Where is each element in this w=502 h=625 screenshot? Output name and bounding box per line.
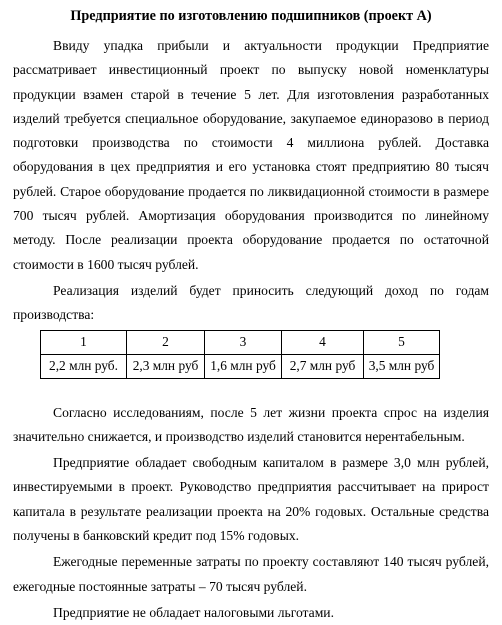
income-cell: 1,6 млн руб [205, 354, 282, 378]
paragraph-tax: Предприятие не обладает налоговыми льготами. [53, 604, 334, 620]
income-table [40, 330, 440, 379]
year-cell: 5 [364, 330, 440, 354]
income-cell: 2,2 млн руб. [41, 354, 127, 378]
year-cell: 3 [205, 330, 282, 354]
paragraph-costs: Ежегодные переменные затраты по проекту составляют 140 тысяч рублей, ежегодные постоянные затраты – 70 тысяч рублей. [13, 554, 489, 594]
income-cell: 3,5 млн руб [364, 354, 440, 378]
paragraph-capital: Предприятие обладает свободным капиталом в размере 3,0 млн рублей, инвестируемыми в проект. Руководство предприятия рассчитывает на прирост капитала в результате реализации проекта на 20% годовых. Остальные средства получены в банковский кредит под 15% годовых. [13, 455, 489, 544]
year-cell: 1 [41, 330, 127, 354]
table-spacer [13, 379, 489, 401]
paragraph-demand-research: Согласно исследованиям, после 5 лет жизни проекта спрос на изделия значительно снижается, и производство изделий становится нерентабельным. [13, 404, 489, 444]
paragraph-income-intro: Реализация изделий будет приносить следующий доход по годам производства: [13, 282, 489, 323]
table-row-incomes [41, 354, 440, 378]
year-cell: 2 [127, 330, 205, 354]
paragraph-project-description: Ввиду упадка прибыли и актуальности продукции Предприятие рассматривает инвестиционный проект по выпуску новой номенклатуры продукции взамен старой в течение 5 лет. Для изготовления разработанных изделий требуется специальное оборудование, закупаемое единоразово в период подготовки производства по стоимости 4 миллиона рублей. Доставка оборудования в цех предприятия и его установка стоят предприятию 80 тысяч рублей. Старое оборудование продается по ликвидационной стоимости в размере 700 тысяч рублей. Амортизация оборудования производится по линейному методу. После реализации проекта оборудование продается по остаточной стоимости в 1600 тысяч рублей. [13, 38, 489, 272]
income-table-wrapper [40, 330, 489, 379]
income-cell: 2,7 млн руб [282, 354, 364, 378]
year-cell: 4 [282, 330, 364, 354]
income-cell: 2,3 млн руб [127, 354, 205, 378]
table-row-years [41, 330, 440, 354]
document-title: Предприятие по изготовлению подшипников (проект А) [70, 8, 432, 24]
